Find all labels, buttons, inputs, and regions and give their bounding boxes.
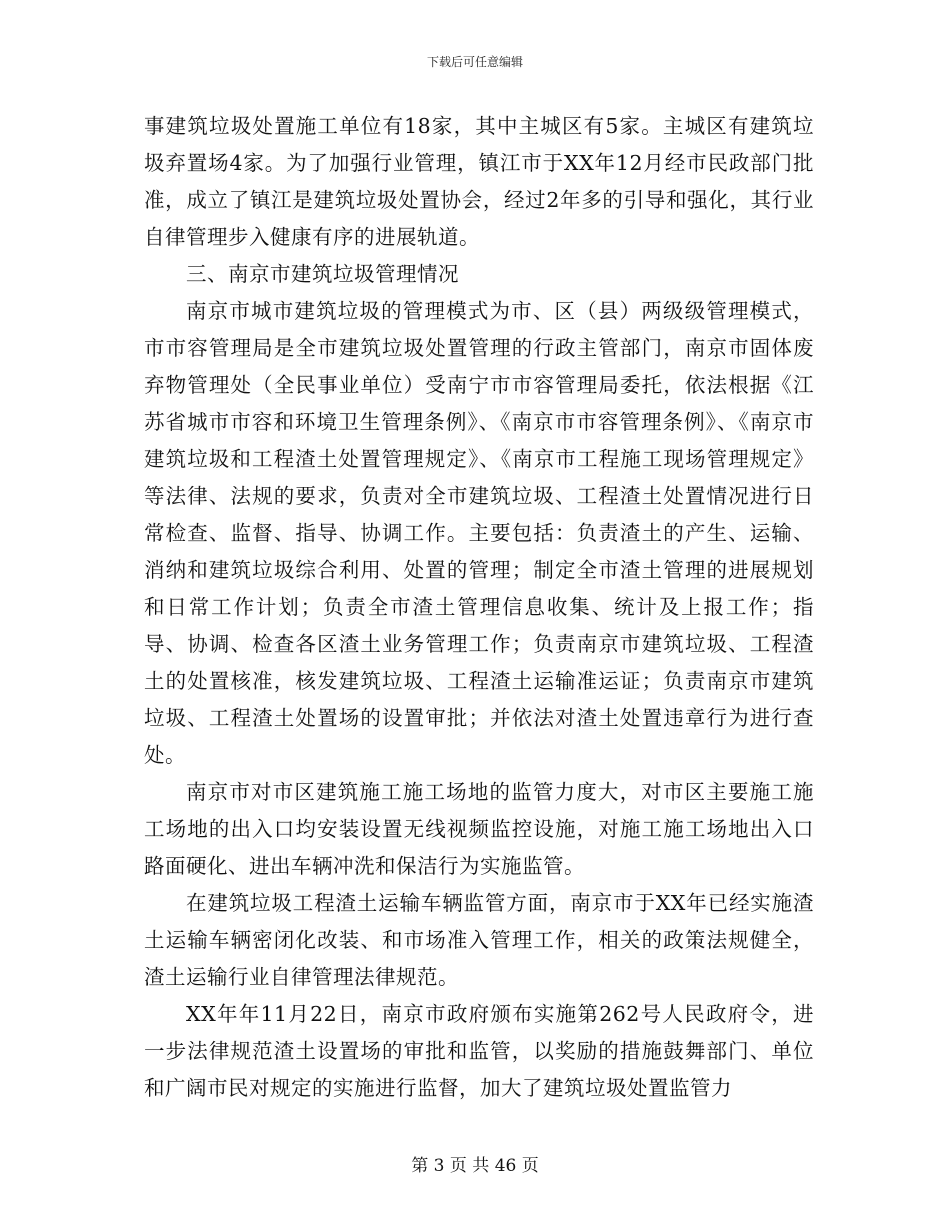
page-number-footer: 第 3 页 共 46 页 [411, 1156, 539, 1176]
paragraph: 南京市对市区建筑施工施工场地的监管力度大，对市区主要施工施工场地的出入口均安装设置无线视频监控设施，对施工施工场地出入口路面硬化、进出车辆冲洗和保洁行为实施监管。 [144, 780, 814, 878]
paragraph: 事建筑垃圾处置施工单位有18家，其中主城区有5家。主城区有建筑垃圾弃置场4家。为了加强行业管理，镇江市于XX年12月经市民政部门批准，成立了镇江是建筑垃圾处置协会，经过2年多的引导和强化，其行业自律管理步入健康有序的进展轨道。 [144, 114, 814, 249]
section-heading: 三、南京市建筑垃圾管理情况 [186, 262, 459, 286]
paragraph: XX年年11月22日，南京市政府颁布实施第262号人民政府令，进一步法律规范渣土设置场的审批和监管，以奖励的措施鼓舞部门、单位和广阔市民对规定的实施进行监督，加大了建筑垃圾处置监管力 [144, 1002, 814, 1100]
paragraph: 南京市城市建筑垃圾的管理模式为市、区（县）两级级管理模式，市市容管理局是全市建筑垃圾处置管理的行政主管部门，南京市固体废弃物管理处（全民事业单位）受南宁市市容管理局委托，依法根据《江苏省城市市容和环境卫生管理条例》、《南京市市容管理条例》、《南京市建筑垃圾和工程渣土处置管理规定》、《南京市工程施工现场管理规定》等法律、法规的要求，负责对全市建筑垃圾、工程渣土处置情况进行日常检查、监督、指导、协调工作。主要包括：负责渣土的产生、运输、消纳和建筑垃圾综合利用、处置的管理；制定全市渣土管理的进展规划和日常工作计划；负责全市渣土管理信息收集、统计及上报工作；指导、协调、检查各区渣土业务管理工作；负责南京市建筑垃圾、工程渣土的处置核准，核发建筑垃圾、工程渣土运输准运证；负责南京市建筑垃圾、工程渣土处置场的设置审批；并依法对渣土处置违章行为进行查处。 [144, 299, 814, 767]
paragraph: 在建筑垃圾工程渣土运输车辆监管方面，南京市于XX年已经实施渣土运输车辆密闭化改装、和市场准入管理工作，相关的政策法规健全，渣土运输行业自律管理法律规范。 [144, 891, 814, 989]
document-body [144, 108, 814, 1107]
page-header: 下载后可任意编辑 [426, 55, 523, 69]
